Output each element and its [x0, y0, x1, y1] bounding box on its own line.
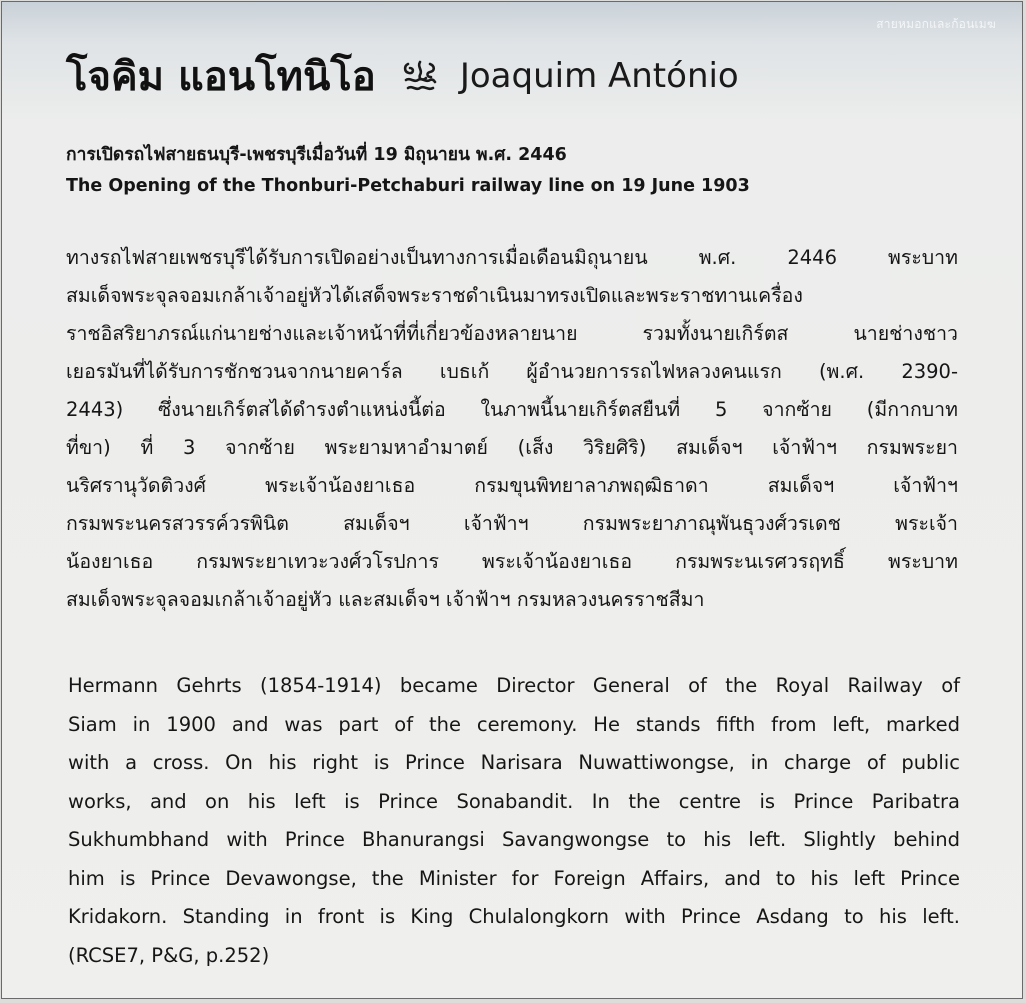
thai-paragraph-line: สมเด็จพระจุลจอมเกล้าเจ้าอยู่หัวได้เสด็จพระราชดำเนินมาทรงเปิดและพระราชทานเครื่อง	[66, 284, 803, 307]
thai-paragraph-line: ที่ขา) ที่ 3 จากซ้าย พระยามหาอำมาตย์ (เส็ง วิริยศิริ) สมเด็จฯ เจ้าฟ้าฯ กรมพระยา	[66, 436, 958, 459]
signature-seal-icon	[400, 58, 440, 94]
thai-paragraph-line: ราชอิสริยาภรณ์แก่นายช่างและเจ้าหน้าที่ที่เกี่ยวข้องหลายนาย รวมทั้งนายเกิร์ตส นายช่างชาว	[66, 322, 958, 345]
thai-paragraph-line: 2443) ซึ่งนายเกิร์ตสได้ดำรงตำแหน่งนี้ต่อ ในภาพนี้นายเกิร์ตสยืนที่ 5 จากซ้าย (มีกากบาท	[66, 398, 958, 421]
thai-paragraph-line: สมเด็จพระจุลจอมเกล้าเจ้าอยู่หัว และสมเด็จฯ เจ้าฟ้าฯ กรมหลวงนครราชสีมา	[66, 588, 705, 611]
subtitle-english: The Opening of the Thonburi-Petchaburi railway line on 19 June 1903	[66, 176, 750, 196]
caption-panel	[1, 1, 1023, 999]
thai-paragraph-line: น้องยาเธอ กรมพระยาเทวะวงศ์วโรปการ พระเจ้าน้องยาเธอ กรมพระนเรศวรฤทธิ์ พระบาท	[66, 550, 958, 573]
watermark-text: สายหมอกและก้อนเมฆ	[876, 17, 996, 31]
english-paragraph-line: Hermann Gehrts (1854-1914) became Director General of the Royal Railway of	[68, 674, 960, 697]
english-paragraph-line: Siam in 1900 and was part of the ceremony. He stands fifth from left, marked	[68, 712, 960, 736]
title-thai: โจคิม แอนโทนิโอ	[66, 54, 376, 100]
title-latin: Joaquim António	[459, 56, 739, 96]
title-row	[66, 44, 739, 108]
thai-paragraph-line: เยอรมันที่ได้รับการชักชวนจากนายคาร์ล เบธเก้ ผู้อำนวยการรถไฟหลวงคนแรก (พ.ศ. 2390-	[66, 360, 958, 383]
english-paragraph-line: works, and on his left is Prince Sonabandit. In the centre is Prince Paribatra	[68, 789, 960, 813]
subtitle-thai: การเปิดรถไฟสายธนบุรี-เพชรบุรีเมื่อวันที่ 19 มิถุนายน พ.ศ. 2446	[66, 145, 567, 165]
thai-paragraph-line: กรมพระนครสวรรค์วรพินิต สมเด็จฯ เจ้าฟ้าฯ กรมพระยาภาณุพันธุวงศ์วรเดช พระเจ้า	[66, 512, 958, 535]
citation: (RCSE7, P&G, p.252)	[68, 943, 270, 967]
thai-paragraph-line: นริศรานุวัดติวงศ์ พระเจ้าน้องยาเธอ กรมขุนพิทยาลาภพฤฒิธาดา สมเด็จฯ เจ้าฟ้าฯ	[66, 474, 958, 497]
english-paragraph-line: Sukhumbhand with Prince Bhanurangsi Savangwongse to his left. Slightly behind	[68, 828, 960, 851]
english-paragraph-line: with a cross. On his right is Prince Narisara Nuwattiwongse, in charge of public	[68, 751, 960, 774]
thai-paragraph-line: ทางรถไฟสายเพชรบุรีได้รับการเปิดอย่างเป็นทางการเมื่อเดือนมิถุนายน พ.ศ. 2446 พระบาท	[66, 246, 958, 269]
english-paragraph	[68, 667, 960, 975]
english-paragraph-line: him is Prince Devawongse, the Minister for Foreign Affairs, and to his left Prince	[68, 866, 960, 890]
english-paragraph-line: Kridakorn. Standing in front is King Chulalongkorn with Prince Asdang to his left.	[68, 905, 960, 928]
thai-paragraph	[66, 239, 958, 619]
